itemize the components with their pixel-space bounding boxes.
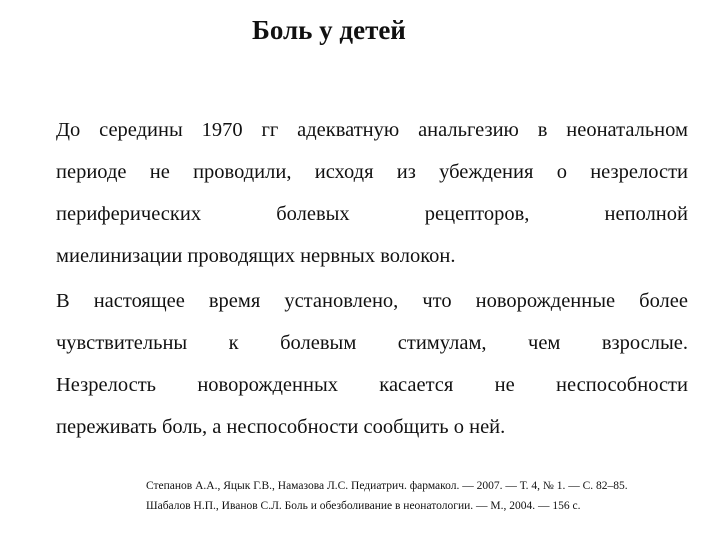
paragraph-line: периферических болевых рецепторов, неполной	[56, 203, 688, 225]
paragraph-line: В настоящее время установлено, что новорожденные более	[56, 290, 688, 312]
paragraph-line: До середины 1970 гг адекватную анальгезию в неонатальном	[56, 119, 688, 141]
paragraph-line: чувствительны к болевым стимулам, чем взрослые.	[56, 332, 688, 354]
paragraph-current-view	[56, 280, 688, 448]
reference-item: Степанов А.А., Яцык Г.В., Намазова Л.С. Педиатрич. фармакол. — 2007. — Т. 4, № 1. — С. 82–85.	[146, 480, 628, 492]
paragraph-line: Незрелость новорожденных касается не неспособности	[56, 374, 688, 396]
paragraph-line: миелинизации проводящих нервных волокон.	[56, 245, 456, 267]
slide-title: Боль у детей	[252, 15, 406, 45]
paragraph-line: периоде не проводили, исходя из убеждения о незрелости	[56, 161, 688, 183]
reference-item: Шабалов Н.П., Иванов С.Л. Боль и обезболивание в неонатологии. — М., 2004. — 156 с.	[146, 500, 581, 512]
paragraph-line: переживать боль, а неспособности сообщить о ней.	[56, 416, 506, 438]
references	[146, 476, 628, 516]
paragraph-history	[56, 109, 688, 277]
